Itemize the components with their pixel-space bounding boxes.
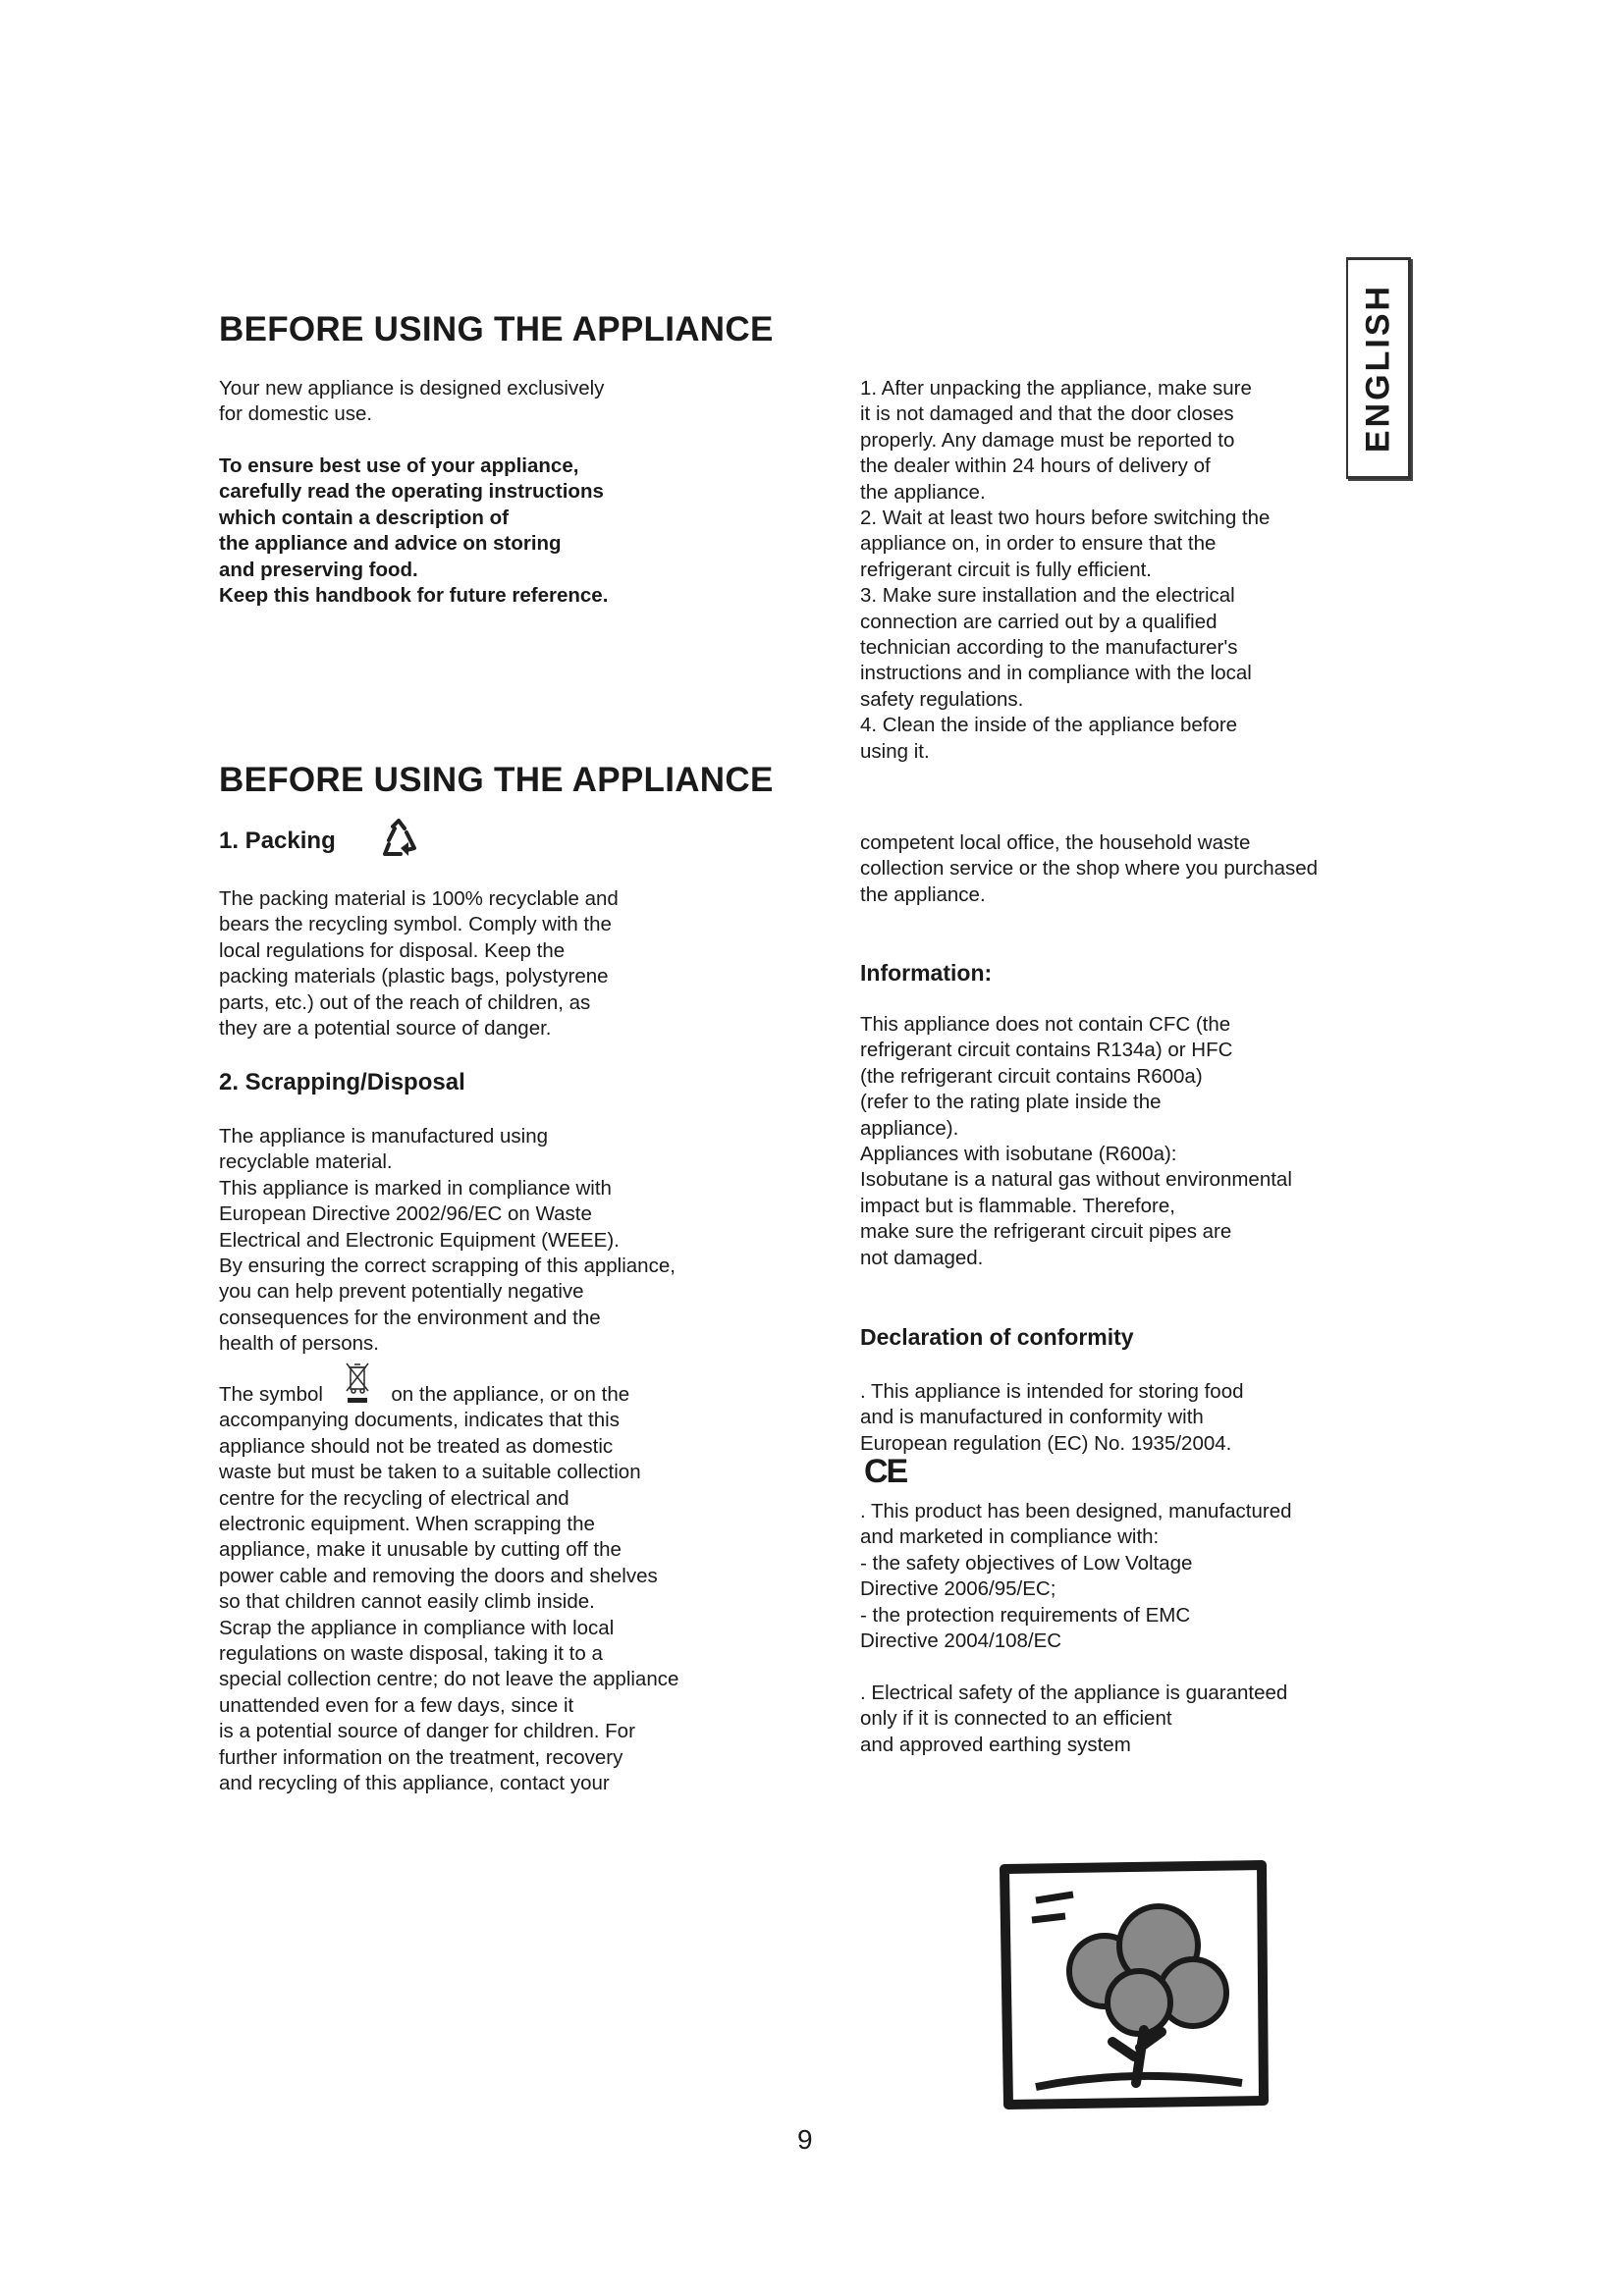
intro-bold-line: To ensure best use of your appliance, — [219, 454, 579, 477]
symbol-line: special collection centre; do not leave the appliance — [219, 1668, 679, 1691]
step-line: 4. Clean the inside of the appliance before — [860, 714, 1238, 737]
symbol-line: centre for the recycling of electrical and — [219, 1486, 569, 1510]
packing-line: local regulations for disposal. Keep the — [219, 938, 566, 962]
step-line: using it. — [860, 739, 930, 763]
information-text — [860, 1012, 1292, 1271]
intro-bold-line: Keep this handbook for future reference. — [219, 584, 609, 608]
continuation-line: competent local office, the household waste — [860, 831, 1251, 854]
step-line: connection are carried out by a qualified — [860, 610, 1218, 633]
intro-bold-line: which contain a description of — [219, 506, 509, 529]
section-title-before-using-2: BEFORE USING THE APPLIANCE — [219, 761, 774, 799]
step-line: the dealer within 24 hours of delivery of — [860, 454, 1211, 478]
recycling-icon — [377, 817, 420, 860]
symbol-suffix: on the appliance, or on the — [391, 1383, 630, 1406]
symbol-line: appliance should not be treated as domestic — [219, 1434, 614, 1458]
symbol-line: power cable and removing the doors and shelves — [219, 1564, 658, 1587]
declaration-line: and marketed in compliance with: — [860, 1525, 1160, 1549]
continuation-line: the appliance. — [860, 882, 986, 906]
step-line: 1. After unpacking the appliance, make sure — [860, 377, 1252, 400]
intro-bold-line: and preserving food. — [219, 558, 418, 581]
symbol-line: and recycling of this appliance, contact your — [219, 1772, 610, 1795]
information-line: (refer to the rating plate inside the — [860, 1091, 1162, 1114]
symbol-line: Scrap the appliance in compliance with local — [219, 1616, 615, 1639]
step-line: properly. Any damage must be reported to — [860, 428, 1235, 452]
scrapping-line: recyclable material. — [219, 1150, 393, 1174]
declaration-line: . This appliance is intended for storing food — [860, 1380, 1244, 1403]
intro-text — [219, 376, 604, 428]
information-line: Appliances with isobutane (R600a): — [860, 1143, 1177, 1166]
intro-line: for domestic use. — [219, 402, 373, 426]
step-line: safety regulations. — [860, 687, 1024, 711]
symbol-line: so that children cannot easily climb inside. — [219, 1590, 595, 1614]
symbol-line: accompanying documents, indicates that this — [219, 1409, 620, 1432]
information-line: Isobutane is a natural gas without environmental — [860, 1168, 1292, 1192]
step-line: instructions and in compliance with the local — [860, 662, 1252, 685]
information-line: make sure the refrigerant circuit pipes are — [860, 1220, 1232, 1244]
symbol-line: electronic equipment. When scrapping the — [219, 1513, 595, 1536]
step-line: 3. Make sure installation and the electrical — [860, 584, 1235, 608]
scrapping-line: you can help prevent potentially negative — [219, 1280, 584, 1304]
step-line: 2. Wait at least two hours before switching the — [860, 507, 1271, 530]
intro-line: Your new appliance is designed exclusively — [219, 377, 605, 400]
declaration-line: - the protection requirements of EMC — [860, 1603, 1191, 1627]
declaration-text-1 — [860, 1379, 1244, 1457]
symbol-line: waste but must be taken to a suitable collection — [219, 1461, 641, 1484]
packing-line: bears the recycling symbol. Comply with the — [219, 913, 612, 936]
section-title-before-using: BEFORE USING THE APPLIANCE — [219, 310, 774, 348]
declaration-line: and approved earthing system — [860, 1733, 1131, 1756]
information-line: refrigerant circuit contains R134a) or HFC — [860, 1039, 1233, 1062]
disposal-continuation — [860, 830, 1318, 908]
symbol-line: is a potential source of danger for children. For — [219, 1720, 635, 1743]
environment-tree-logo — [997, 1855, 1272, 2120]
declaration-line: - the safety objectives of Low Voltage — [860, 1551, 1193, 1575]
continuation-line: collection service or the shop where you purchased — [860, 857, 1319, 881]
symbol-line: unattended even for a few days, since it — [219, 1693, 574, 1717]
symbol-line: further information on the treatment, recovery — [219, 1745, 623, 1769]
packing-heading: 1. Packing — [219, 828, 336, 854]
declaration-line: Directive 2006/95/EC; — [860, 1577, 1056, 1601]
declaration-line: . Electrical safety of the appliance is guaranteed — [860, 1682, 1288, 1704]
step-line: it is not damaged and that the door closes — [860, 402, 1234, 426]
scrapping-line: health of persons. — [219, 1332, 379, 1356]
scrapping-text — [219, 1124, 676, 1358]
scrapping-line: consequences for the environment and the — [219, 1306, 601, 1329]
information-line: appliance). — [860, 1116, 959, 1140]
information-heading: Information: — [860, 960, 993, 986]
ce-mark-icon: CE — [864, 1453, 907, 1490]
language-tab — [1346, 257, 1411, 479]
declaration-line: only if it is connected to an efficient — [860, 1707, 1172, 1731]
symbol-prefix: The symbol — [219, 1383, 323, 1406]
symbol-line: regulations on waste disposal, taking it to a — [219, 1642, 603, 1666]
declaration-heading: Declaration of conformity — [860, 1324, 1134, 1350]
packing-text — [219, 886, 619, 1041]
declaration-line: European regulation (EC) No. 1935/2004. — [860, 1431, 1232, 1455]
information-line: This appliance does not contain CFC (the — [860, 1013, 1231, 1036]
installation-steps — [860, 376, 1270, 765]
language-tab-label: ENGLISH — [1359, 283, 1396, 454]
scrapping-heading: 2. Scrapping/Disposal — [219, 1069, 465, 1095]
step-line: refrigerant circuit is fully efficient. — [860, 558, 1152, 581]
declaration-line: and is manufactured in conformity with — [860, 1406, 1204, 1429]
weee-bin-icon — [329, 1382, 386, 1408]
page-number: 9 — [797, 2124, 813, 2155]
scrapping-line: Electrical and Electronic Equipment (WEEE). — [219, 1228, 620, 1252]
symbol-line: appliance, make it unusable by cutting off the — [219, 1538, 622, 1562]
information-line: (the refrigerant circuit contains R600a) — [860, 1064, 1203, 1088]
information-line: impact but is flammable. Therefore, — [860, 1194, 1175, 1217]
packing-line: The packing material is 100% recyclable and — [219, 887, 619, 910]
symbol-first-line — [219, 1382, 678, 1408]
intro-bold-text — [219, 454, 608, 609]
scrapping-line: This appliance is marked in compliance with — [219, 1176, 612, 1200]
step-line: the appliance. — [860, 480, 986, 504]
information-line: not damaged. — [860, 1246, 984, 1269]
scrapping-line: The appliance is manufactured using — [219, 1125, 549, 1148]
intro-bold-line: carefully read the operating instructions — [219, 480, 604, 504]
symbol-text — [219, 1382, 678, 1797]
declaration-text-3 — [860, 1681, 1287, 1758]
packing-line: they are a potential source of danger. — [219, 1017, 552, 1041]
declaration-line: Directive 2004/108/EC — [860, 1629, 1062, 1653]
declaration-line: . This product has been designed, manufactured — [860, 1500, 1292, 1522]
declaration-text-2 — [860, 1499, 1292, 1654]
scrapping-line: By ensuring the correct scrapping of this appliance, — [219, 1255, 676, 1278]
scrapping-line: European Directive 2002/96/EC on Waste — [219, 1202, 592, 1226]
step-line: appliance on, in order to ensure that the — [860, 532, 1217, 556]
intro-bold-line: the appliance and advice on storing — [219, 532, 562, 556]
packing-line: packing materials (plastic bags, polystyrene — [219, 965, 609, 988]
step-line: technician according to the manufacturer's — [860, 636, 1238, 660]
packing-line: parts, etc.) out of the reach of children, as — [219, 990, 591, 1014]
